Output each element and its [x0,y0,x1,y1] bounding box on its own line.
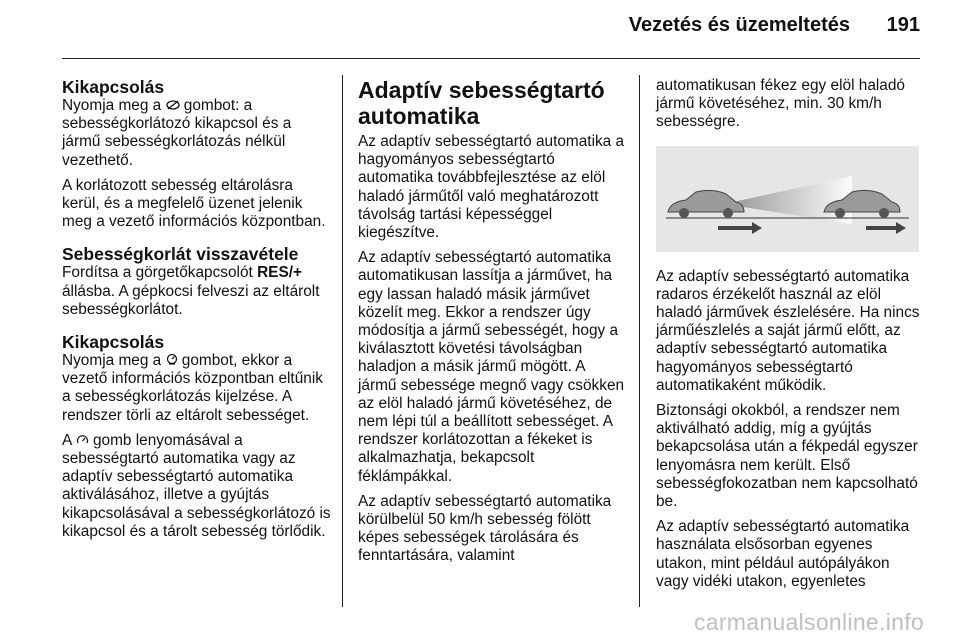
paragraph: Az adaptív sebességtartó automatika körülbelül 50 km/h sebesség fölött képes sebességek tárolására és fenntartására, valamint [358,492,612,565]
radar-illustration [656,146,919,252]
text: Nyomja meg a [62,97,166,114]
paragraph [62,264,334,319]
paragraph: A korlátozott sebesség eltárolásra kerül, és a megfelelő üzenet jelenik meg a vezető információs központban. [62,176,326,231]
paragraph [62,97,334,170]
column-3 [656,77,926,598]
section-title-adaptive-cruise: Adaptív sebességtartó automatika [358,77,605,129]
speed-limiter-icon [166,352,178,370]
text: gombot, ekkor a vezető információs központban eltűnik a sebességkorlátozás kijelzése. A rendszer törli az eltárolt sebességet. [62,352,323,424]
paragraph: Az adaptív sebességtartó automatika használata elsősorban egyenes utakon, mint például autópályákon vagy vidéki utakon, egyenletes [656,518,910,590]
text: gombot: a sebességkorlátozó kikapcsol és a jármű sebességkorlátozás nélkül vezethető. [62,97,292,169]
paragraph: Az adaptív sebességtartó automatika a hagyományos sebességtartó automatika továbbfejlesztése az elöl haladó járműtől való meghatározott távolság tartási képességgel kiegészítve. [358,133,625,242]
header-title: Vezetés és üzemeltetés [628,14,850,36]
text: Nyomja meg a [62,352,166,370]
column-2 [358,77,626,573]
text: gomb lenyomásával a sebességtartó automatika vagy az adaptív sebességtartó automatika aktiválásához, illetve a gyújtás kikapcsolásával a sebességkorlátozó is kikapcsol és a tárolt sebesség törlődik. [62,431,331,540]
paragraph [62,352,334,425]
cruise-control-icon [76,432,89,450]
column-divider-1 [342,75,343,607]
arrow-right-icon [718,222,762,234]
paragraph: Az adaptív sebességtartó automatika automatikusan lassítja a járművet, ha egy lassan haladó másik járművet közelít meg. Ekkor a rendszer úgy módosítja a jármű sebességét, hogy a kiválasztott követési távolságban haladjon a másik jármű mögött. A jármű sebessége megnő vagy csökken az elöl haladó jármű követéséhez, de nem lépi túl a beállított sebességet. A rendszer korlátozottan a fékeket is alkalmazhatja, bekapcsolt féklámpákkal. [358,249,625,485]
section-heading-sebessegkorlat: Sebességkorlát visszavétele [62,244,299,265]
control-label: RES/+ [257,264,302,282]
own-car-icon [668,190,744,218]
arrow-right-icon [866,222,906,234]
paragraph: Biztonsági okokból, a rendszer nem aktiválható addig, míg a gyújtás bekapcsolása után a fékpedál egyszer lenyomásra nem került. Első sebességfokozatban nem kapcsolható be. [656,402,918,511]
section-heading-kikapcsolas-1: Kikapcsolás [62,77,165,97]
page-number: 191 [886,14,920,36]
column-1 [62,77,334,548]
paragraph: Az adaptív sebességtartó automatika radaros érzékelőt használ az elöl haladó járművek észlelésére. Ha nincs járműészlelés a saját jármű előtt, az adaptív sebességtartó automatika hagyományos sebességtartó automatikaként működik. [656,267,920,394]
watermark: carmanualsonline.info [693,609,924,635]
section-heading-kikapcsolas-2: Kikapcsolás [62,332,165,353]
column-divider-2 [639,75,640,607]
limiter-off-icon [166,97,180,115]
text: állásba. A gépkocsi felveszi az eltárolt sebességkorlátot. [62,282,320,318]
text: Fordítsa a görgetőkapcsolót [62,264,258,282]
header-rule [62,58,920,59]
text: A [62,431,76,449]
paragraph: automatikusan fékez egy elöl haladó jármű követéséhez, min. 30 km/h sebességre. [656,77,905,131]
radar-beam [724,176,852,224]
paragraph [62,432,334,541]
